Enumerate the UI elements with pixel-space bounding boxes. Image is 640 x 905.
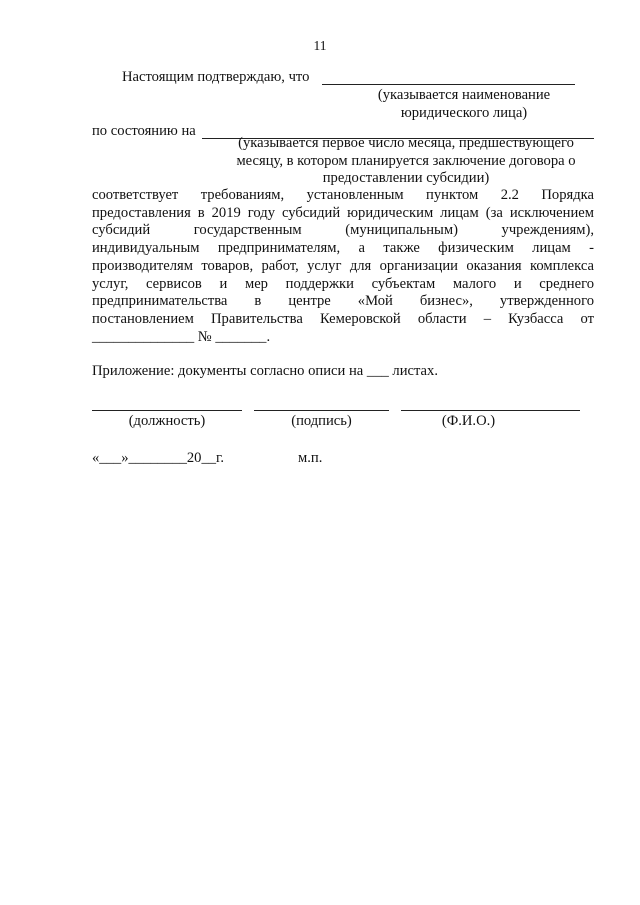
name-blank [401, 410, 580, 411]
body-line: предпринимательства в центре «Мой бизнес», утвержденного [92, 293, 594, 310]
confirm-lead-text: Настоящим подтверждаю, что [122, 69, 310, 85]
as-of-caption-line3: предоставлении субсидии) [322, 170, 490, 187]
signature-caption: (подпись) [291, 413, 352, 429]
body-line: постановлением Правительства Кемеровской области – Кузбасса от [92, 310, 594, 327]
position-caption: (должность) [128, 413, 206, 429]
stamp-label: м.п. [298, 450, 323, 466]
body-line: услуг, сервисов и мер поддержки субъектам малого и среднего [92, 275, 594, 292]
position-blank [92, 410, 242, 411]
body-line: индивидуальным предпринимателям, а также физическим лицам - [92, 240, 594, 257]
as-of-caption [218, 135, 594, 188]
body-paragraph [92, 187, 594, 346]
entity-name-blank [322, 84, 575, 85]
body-line: ______________ № _______. [92, 328, 271, 345]
as-of-caption-line2: месяцу, в котором планируется заключение договора о [236, 152, 576, 169]
as-of-caption-line1: (указывается первое число месяца, предшествующего [238, 135, 574, 151]
body-line: субсидий государственным (муниципальным) учреждениям), [92, 222, 594, 239]
page-number: 11 [313, 38, 327, 53]
entity-name-caption-line2: юридического лица) [400, 104, 528, 121]
body-line: соответствует требованиям, установленным пунктом 2.2 Порядка [92, 187, 594, 203]
entity-name-caption [340, 87, 588, 122]
attachment-text: Приложение: документы согласно описи на ___ листах. [92, 363, 438, 379]
body-line: производителям товаров, работ, услуг для организации оказания комплекса [92, 257, 594, 274]
name-caption: (Ф.И.О.) [441, 413, 496, 429]
date-line: «___»________20__г. [92, 450, 225, 466]
entity-name-caption-line1: (указывается наименование [377, 87, 551, 103]
as-of-lead-text: по состоянию на [92, 123, 196, 139]
body-line: предоставления в 2019 году субсидий юридическим лицам (за исключением [92, 204, 594, 221]
signature-blank [254, 410, 389, 411]
